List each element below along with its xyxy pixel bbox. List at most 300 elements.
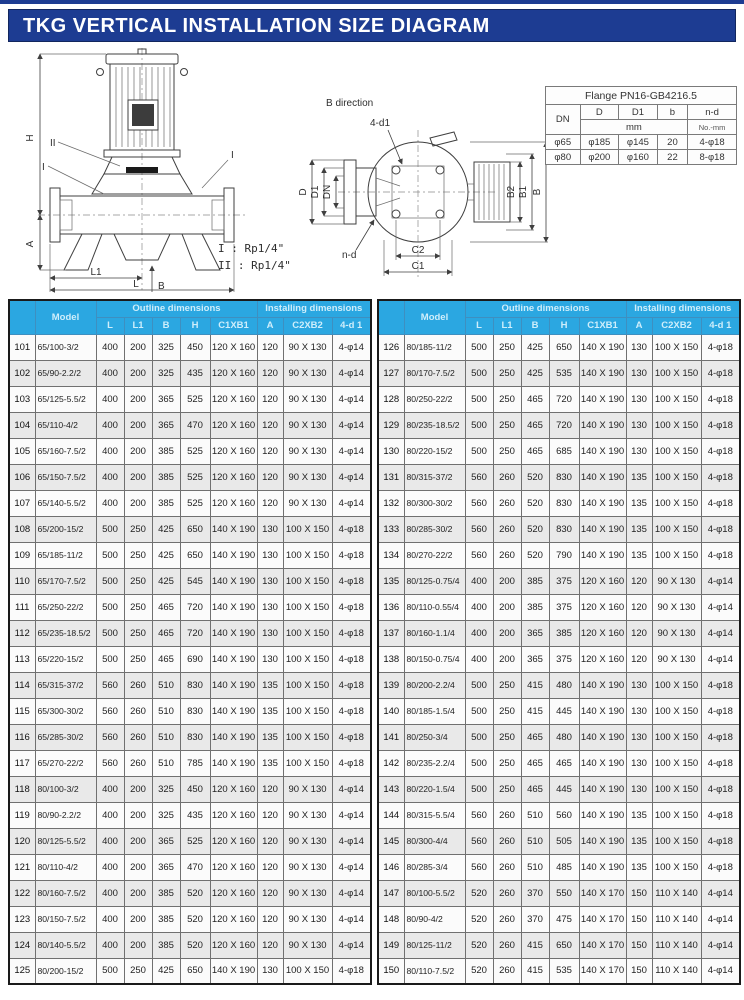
- size-cell: 130: [257, 620, 283, 646]
- port-label-i-left: I: [42, 162, 45, 173]
- table-row: [9, 698, 371, 724]
- size-cell: 510: [521, 802, 549, 828]
- size-cell: 100 X 150: [652, 750, 701, 776]
- size-cell: 130: [378, 438, 404, 464]
- size-cell: 100 X 150: [652, 724, 701, 750]
- size-cell: 385: [152, 880, 180, 906]
- size-cell: 520: [465, 906, 493, 932]
- size-cell: 545: [180, 568, 210, 594]
- dim-label-l: L: [133, 279, 139, 290]
- size-cell: 80/250-22/2: [404, 386, 465, 412]
- size-cell: 80/90-2.2/2: [35, 802, 96, 828]
- size-cell: 65/220-15/2: [35, 646, 96, 672]
- size-cell: 260: [493, 880, 521, 906]
- size-cell: 500: [465, 698, 493, 724]
- size-cell: 385: [152, 932, 180, 958]
- size-cell: 120: [257, 776, 283, 802]
- table-row: [378, 568, 740, 594]
- size-cell: 110 X 140: [652, 906, 701, 932]
- table-row: [378, 854, 740, 880]
- size-cell: 560: [96, 750, 124, 776]
- size-cell: 130: [626, 724, 652, 750]
- size-cell: 120: [257, 464, 283, 490]
- size-cell: 400: [96, 360, 124, 386]
- size-cell: 520: [180, 932, 210, 958]
- size-cell: 90 X 130: [652, 620, 701, 646]
- size-cell: 100 X 150: [652, 542, 701, 568]
- size-cell: 260: [124, 750, 152, 776]
- size-cell: 200: [124, 412, 152, 438]
- size-cell: 100 X 150: [652, 776, 701, 802]
- size-cell: 144: [378, 802, 404, 828]
- installing-dimensions-header: Installing dimensions: [257, 300, 371, 317]
- size-cell: 80/160-7.5/2: [35, 880, 96, 906]
- size-cell: 325: [152, 334, 180, 360]
- size-cell: 525: [180, 438, 210, 464]
- size-cell: 400: [96, 932, 124, 958]
- col-header-c2xb2: C2XB2: [652, 317, 701, 334]
- size-cell: 120: [626, 620, 652, 646]
- size-cell: 100 X 150: [652, 490, 701, 516]
- size-cell: 90 X 130: [283, 776, 332, 802]
- size-cell: 425: [152, 516, 180, 542]
- size-cell: 132: [378, 490, 404, 516]
- flange-spec-table: [545, 86, 737, 165]
- size-cell: 116: [9, 724, 35, 750]
- size-cell: 140 X 190: [579, 412, 626, 438]
- size-cell: 250: [493, 360, 521, 386]
- dim-label-d1: D1: [310, 185, 321, 199]
- installing-dimensions-header: Installing dimensions: [626, 300, 740, 317]
- size-cell: 385: [549, 620, 579, 646]
- col-header-c1xb1: C1XB1: [210, 317, 257, 334]
- port-label-ii: II: [50, 138, 56, 149]
- size-cell: 80/140-5.5/2: [35, 932, 96, 958]
- size-cell: 130: [257, 568, 283, 594]
- size-cell: 100 X 150: [652, 854, 701, 880]
- size-cell: 465: [521, 386, 549, 412]
- size-cell: 90 X 130: [283, 360, 332, 386]
- size-cell: 80/150-7.5/2: [35, 906, 96, 932]
- size-cell: 90 X 130: [283, 802, 332, 828]
- size-cell: 250: [493, 698, 521, 724]
- size-cell: 4-φ18: [701, 516, 740, 542]
- size-cell: 560: [465, 802, 493, 828]
- size-cell: 260: [493, 854, 521, 880]
- table-row: [9, 880, 371, 906]
- size-cell: 500: [96, 958, 124, 984]
- size-cell: 120: [257, 906, 283, 932]
- size-cell: 90 X 130: [283, 386, 332, 412]
- size-cell: 435: [180, 802, 210, 828]
- size-cell: 149: [378, 932, 404, 958]
- size-cell: 65/125-5.5/2: [35, 386, 96, 412]
- size-cell: 200: [124, 906, 152, 932]
- size-cell: 129: [378, 412, 404, 438]
- size-cell: 100 X 150: [652, 360, 701, 386]
- size-cell: 65/160-7.5/2: [35, 438, 96, 464]
- dim-label-d: D: [298, 188, 309, 196]
- size-cell: 250: [124, 568, 152, 594]
- table-row: [378, 724, 740, 750]
- size-cell: 134: [378, 542, 404, 568]
- size-cell: 136: [378, 594, 404, 620]
- size-cell: 4-φ14: [332, 776, 371, 802]
- size-cell: 100 X 150: [283, 698, 332, 724]
- size-cell: 400: [465, 646, 493, 672]
- size-cell: 130: [626, 386, 652, 412]
- size-cell: 120 X 160: [210, 880, 257, 906]
- size-cell: 80/110-7.5/2: [404, 958, 465, 984]
- size-cell: 4-φ18: [332, 646, 371, 672]
- table-row: [378, 412, 740, 438]
- flange-unit-nomm: No.-mm: [688, 120, 737, 135]
- size-cell: 4-φ14: [332, 334, 371, 360]
- size-cell: 560: [465, 854, 493, 880]
- size-cell: 500: [96, 568, 124, 594]
- size-cell: 4-φ18: [332, 698, 371, 724]
- size-cell: 370: [521, 880, 549, 906]
- size-cell: 80/235-2.2/4: [404, 750, 465, 776]
- size-cell: 445: [549, 698, 579, 724]
- size-cell: 120 X 160: [210, 828, 257, 854]
- col-header-4d1: 4-d 1: [701, 317, 740, 334]
- table-row: [9, 334, 371, 360]
- size-cell: 120: [257, 932, 283, 958]
- size-cell: 65/285-30/2: [35, 724, 96, 750]
- size-cell: 4-φ14: [332, 412, 371, 438]
- size-cell: 140 X 190: [579, 750, 626, 776]
- size-cell: 500: [465, 334, 493, 360]
- size-cell: 4-φ18: [701, 672, 740, 698]
- table-row: [378, 542, 740, 568]
- size-cell: 120 X 160: [579, 568, 626, 594]
- size-cell: 4-φ18: [701, 412, 740, 438]
- table-row: [378, 776, 740, 802]
- table-row: [378, 932, 740, 958]
- size-cell: 365: [152, 412, 180, 438]
- size-cell: 140 X 190: [579, 672, 626, 698]
- nd-label: n-d: [342, 250, 357, 261]
- size-cell: 80/285-30/2: [404, 516, 465, 542]
- size-cell: 4-φ14: [701, 906, 740, 932]
- flange-cell: φ160: [619, 150, 658, 165]
- outline-dimensions-header: Outline dimensions: [96, 300, 257, 317]
- size-cell: 90 X 130: [652, 594, 701, 620]
- size-cell: 250: [124, 646, 152, 672]
- size-cell: 4-φ18: [701, 464, 740, 490]
- size-cell: 525: [180, 464, 210, 490]
- size-cell: 110 X 140: [652, 958, 701, 984]
- table-row: [9, 464, 371, 490]
- size-cell: 365: [152, 854, 180, 880]
- table-row: [9, 724, 371, 750]
- label-n-d: [342, 220, 374, 261]
- size-cell: 100 X 150: [652, 412, 701, 438]
- size-cell: 365: [152, 386, 180, 412]
- size-cell: 65/200-15/2: [35, 516, 96, 542]
- size-cell: 80/250-3/4: [404, 724, 465, 750]
- size-cell: 4-φ14: [701, 958, 740, 984]
- size-cell: 200: [493, 568, 521, 594]
- size-cell: 4-φ18: [701, 802, 740, 828]
- size-cell: 4-φ18: [701, 698, 740, 724]
- size-cell: 260: [493, 906, 521, 932]
- size-cell: 130: [257, 594, 283, 620]
- table-row: [378, 464, 740, 490]
- flange-cell: φ200: [580, 150, 619, 165]
- size-cell: 435: [180, 360, 210, 386]
- table-row: [9, 438, 371, 464]
- size-cell: 250: [493, 386, 521, 412]
- size-cell: 480: [549, 672, 579, 698]
- size-cell: 560: [465, 828, 493, 854]
- col-header-l: L: [465, 317, 493, 334]
- col-header-c1xb1: C1XB1: [579, 317, 626, 334]
- size-cell: 500: [465, 438, 493, 464]
- size-cell: 135: [626, 490, 652, 516]
- size-cell: 120 X 160: [579, 646, 626, 672]
- size-cell: 260: [124, 724, 152, 750]
- size-cell: 135: [257, 750, 283, 776]
- size-cell: 118: [9, 776, 35, 802]
- size-cell: 400: [96, 490, 124, 516]
- size-cell: 90 X 130: [652, 568, 701, 594]
- size-cell: 80/220-1.5/4: [404, 776, 465, 802]
- size-cell: 65/315-37/2: [35, 672, 96, 698]
- size-cell: 80/150-0.75/4: [404, 646, 465, 672]
- size-cell: 80/90-4/2: [404, 906, 465, 932]
- size-cell: 65/235-18.5/2: [35, 620, 96, 646]
- size-cell: 113: [9, 646, 35, 672]
- size-cell: 140 X 190: [579, 724, 626, 750]
- size-cell: 90 X 130: [652, 646, 701, 672]
- size-cell: 250: [493, 412, 521, 438]
- size-cell: 119: [9, 802, 35, 828]
- size-cell: 4-φ18: [701, 776, 740, 802]
- size-cell: 535: [549, 958, 579, 984]
- size-cell: 65/300-30/2: [35, 698, 96, 724]
- size-cell: 560: [465, 490, 493, 516]
- size-cell: 200: [124, 490, 152, 516]
- size-cell: 325: [152, 360, 180, 386]
- table-row: [9, 802, 371, 828]
- size-cell: 250: [493, 672, 521, 698]
- size-cell: 143: [378, 776, 404, 802]
- col-header-b: B: [152, 317, 180, 334]
- size-cell: 375: [549, 646, 579, 672]
- size-cell: 4-φ14: [332, 906, 371, 932]
- size-cell: 260: [493, 464, 521, 490]
- table-row: [378, 750, 740, 776]
- size-cell: 140 X 190: [579, 828, 626, 854]
- size-cell: 140 X 190: [579, 464, 626, 490]
- size-cell: 200: [124, 776, 152, 802]
- size-cell: 130: [257, 646, 283, 672]
- size-cell: 150: [626, 958, 652, 984]
- size-cell: 500: [465, 386, 493, 412]
- size-cell: 120 X 160: [210, 412, 257, 438]
- size-cell: 525: [180, 386, 210, 412]
- size-cell: 120: [9, 828, 35, 854]
- size-cell: 365: [521, 620, 549, 646]
- size-cell: 150: [626, 932, 652, 958]
- size-cell: 120 X 160: [210, 490, 257, 516]
- table-row: [378, 646, 740, 672]
- table-row: [9, 620, 371, 646]
- size-cell: 400: [465, 594, 493, 620]
- size-cell: 80/220-15/2: [404, 438, 465, 464]
- col-header-l1: L1: [124, 317, 152, 334]
- size-cell: 90 X 130: [283, 880, 332, 906]
- size-cell: 450: [180, 334, 210, 360]
- page-title: TKG VERTICAL INSTALLATION SIZE DIAGRAM: [23, 15, 490, 37]
- size-cell: 107: [9, 490, 35, 516]
- table-row: [378, 698, 740, 724]
- b-direction-title: B direction: [326, 98, 374, 109]
- size-cell: 520: [180, 880, 210, 906]
- size-cell: 4-φ14: [332, 490, 371, 516]
- row-number-header: [378, 300, 404, 334]
- size-cell: 520: [521, 516, 549, 542]
- size-cell: 4-φ14: [332, 880, 371, 906]
- size-cell: 4-φ14: [332, 854, 371, 880]
- col-header-l1: L1: [493, 317, 521, 334]
- size-cell: 65/100-3/2: [35, 334, 96, 360]
- size-cell: 80/315-5.5/4: [404, 802, 465, 828]
- size-cell: 130: [626, 750, 652, 776]
- size-cell: 525: [180, 490, 210, 516]
- size-cell: 100 X 150: [283, 672, 332, 698]
- size-cell: 520: [465, 932, 493, 958]
- size-cell: 135: [626, 516, 652, 542]
- size-cell: 470: [180, 412, 210, 438]
- col-header-4d1: 4-d 1: [332, 317, 371, 334]
- size-cell: 140 X 190: [579, 698, 626, 724]
- size-cell: 100 X 150: [652, 438, 701, 464]
- size-tables: [8, 299, 736, 985]
- size-cell: 385: [521, 594, 549, 620]
- size-cell: 120 X 160: [579, 620, 626, 646]
- size-cell: 4-φ14: [332, 360, 371, 386]
- size-cell: 90 X 130: [283, 412, 332, 438]
- size-cell: 650: [180, 958, 210, 984]
- label-4-d1: [370, 118, 402, 164]
- size-cell: 120: [626, 646, 652, 672]
- size-cell: 415: [521, 932, 549, 958]
- size-cell: 250: [493, 724, 521, 750]
- flange-cell: φ80: [546, 150, 581, 165]
- size-cell: 465: [152, 620, 180, 646]
- size-cell: 560: [465, 516, 493, 542]
- flange-cell: 20: [657, 135, 687, 150]
- col-header-b: B: [521, 317, 549, 334]
- col-header-l: L: [96, 317, 124, 334]
- size-cell: 4-φ18: [332, 724, 371, 750]
- size-cell: 65/250-22/2: [35, 594, 96, 620]
- size-cell: 131: [378, 464, 404, 490]
- size-cell: 100 X 150: [652, 464, 701, 490]
- size-cell: 80/185-1.5/4: [404, 698, 465, 724]
- table-row: [9, 412, 371, 438]
- dim-label-b2: B2: [506, 185, 517, 199]
- size-cell: 4-φ14: [701, 568, 740, 594]
- size-cell: 108: [9, 516, 35, 542]
- size-cell: 465: [521, 776, 549, 802]
- size-cell: 80/285-3/4: [404, 854, 465, 880]
- size-cell: 720: [549, 412, 579, 438]
- size-cell: 560: [465, 464, 493, 490]
- size-cell: 425: [521, 360, 549, 386]
- table-row: [378, 594, 740, 620]
- port-label-i-right: I: [231, 150, 234, 161]
- size-cell: 465: [521, 412, 549, 438]
- size-cell: 470: [180, 854, 210, 880]
- size-cell: 120: [626, 594, 652, 620]
- size-cell: 365: [521, 646, 549, 672]
- size-cell: 830: [549, 516, 579, 542]
- size-cell: 4-φ14: [701, 620, 740, 646]
- size-cell: 124: [9, 932, 35, 958]
- size-cell: 100 X 150: [652, 672, 701, 698]
- size-cell: 400: [96, 880, 124, 906]
- table-row: [378, 438, 740, 464]
- col-header-a: A: [626, 317, 652, 334]
- size-cell: 120: [626, 568, 652, 594]
- size-cell: 150: [626, 880, 652, 906]
- size-cell: 150: [378, 958, 404, 984]
- size-cell: 465: [549, 750, 579, 776]
- size-cell: 400: [96, 802, 124, 828]
- size-cell: 510: [152, 750, 180, 776]
- size-cell: 520: [180, 906, 210, 932]
- size-cell: 4-φ18: [332, 620, 371, 646]
- size-cell: 260: [124, 698, 152, 724]
- b-direction-view-diagram: [248, 90, 560, 290]
- size-cell: 140 X 190: [210, 750, 257, 776]
- size-cell: 137: [378, 620, 404, 646]
- size-cell: 140 X 170: [579, 932, 626, 958]
- size-cell: 4-φ14: [701, 594, 740, 620]
- port-leaders: [42, 138, 234, 194]
- dim-label-dn: DN: [322, 184, 333, 200]
- size-cell: 785: [180, 750, 210, 776]
- size-cell: 650: [549, 334, 579, 360]
- size-cell: 80/200-15/2: [35, 958, 96, 984]
- table-row: [378, 516, 740, 542]
- size-cell: 475: [549, 906, 579, 932]
- size-cell: 147: [378, 880, 404, 906]
- dimension-l1: [50, 244, 142, 292]
- size-cell: 520: [465, 880, 493, 906]
- size-cell: 90 X 130: [283, 932, 332, 958]
- size-cell: 200: [124, 386, 152, 412]
- size-cell: 130: [626, 672, 652, 698]
- size-cell: 65/110-4/2: [35, 412, 96, 438]
- size-cell: 90 X 130: [283, 906, 332, 932]
- size-cell: 4-φ18: [332, 594, 371, 620]
- size-cell: 130: [257, 542, 283, 568]
- size-cell: 260: [493, 802, 521, 828]
- size-cell: 135: [626, 828, 652, 854]
- size-cell: 80/100-3/2: [35, 776, 96, 802]
- size-cell: 120: [257, 438, 283, 464]
- size-cell: 90 X 130: [283, 334, 332, 360]
- size-cell: 141: [378, 724, 404, 750]
- size-cell: 425: [521, 334, 549, 360]
- size-cell: 560: [549, 802, 579, 828]
- size-cell: 140 X 190: [579, 516, 626, 542]
